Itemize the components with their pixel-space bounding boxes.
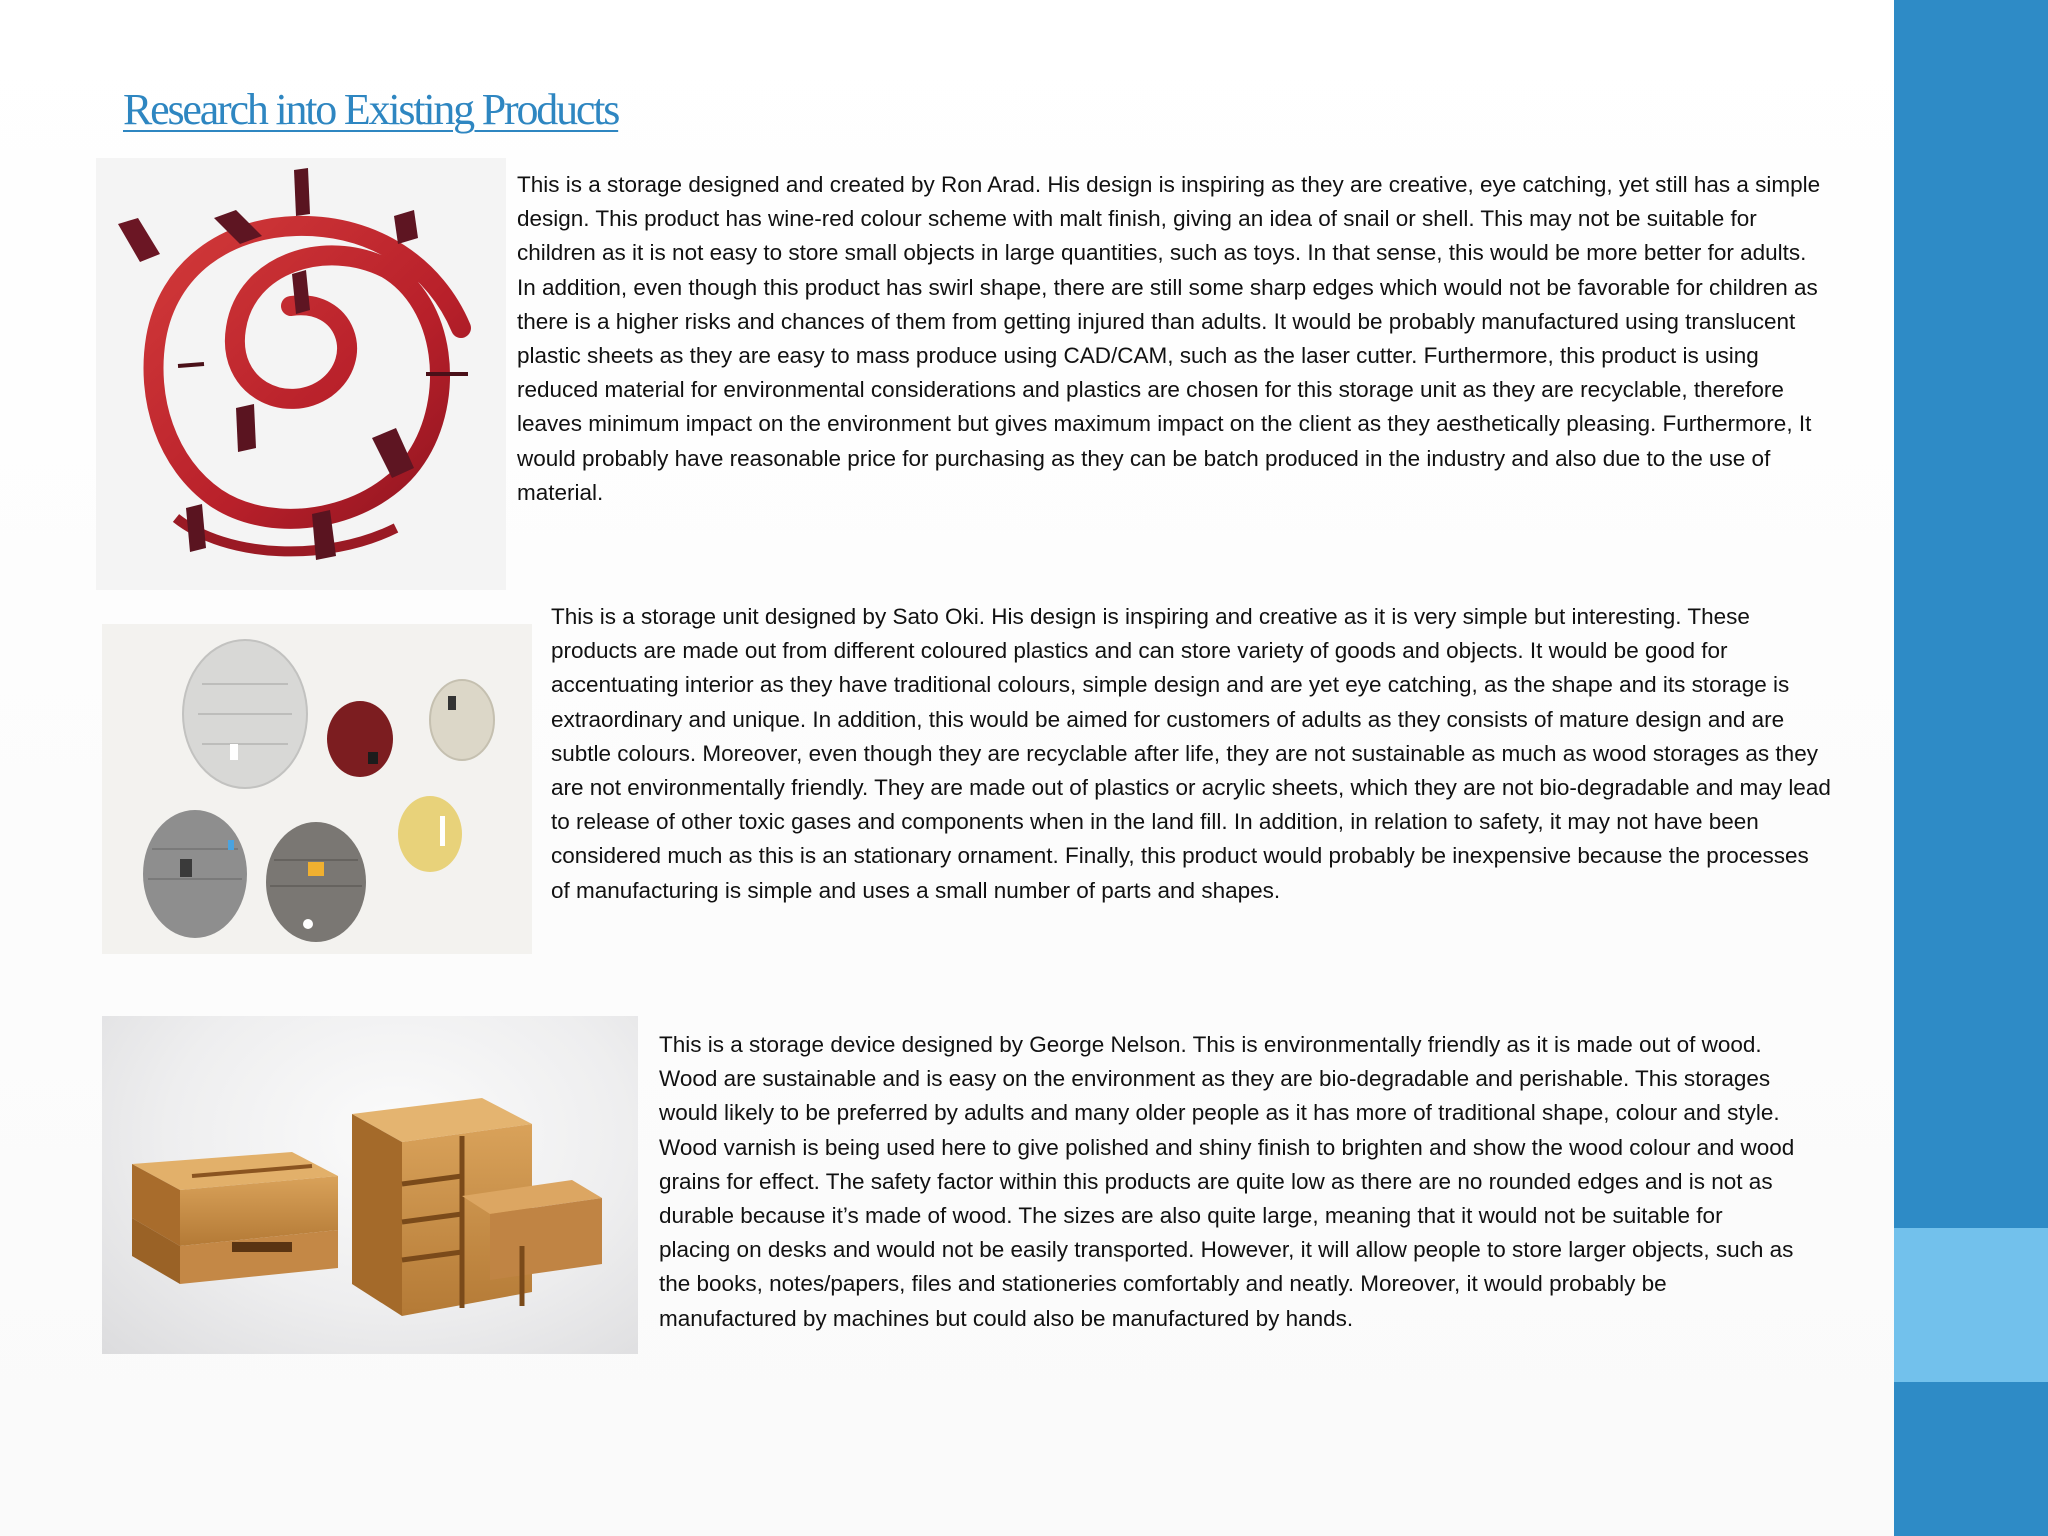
spiral-bookshelf-photo bbox=[96, 158, 506, 590]
wooden-desk-organizer-photo bbox=[102, 1016, 638, 1354]
oval-wall-storage-photo bbox=[102, 624, 532, 954]
slide-title: Research into Existing Products bbox=[123, 85, 619, 134]
product-description-george-nelson: This is a storage device designed by George Nelson. This is environmentally friendly as it is made out of wood. Wood are sustainable and is easy on the environment as they are bio-degradable and perishable. This storages would likely to be preferred by adults and many older people as it has more of traditional shape, colour and style. Wood varnish is being used here to give polished and shiny finish to brighten and show the wood colour and wood grains for effect. The safety factor within this products are quite low as there are no rounded edges and is not as durable because it’s made of wood. The sizes are also quite large, meaning that it would not be suitable for placing on desks and would not be easily transported. However, it will allow people to store larger objects, such as the books, notes/papers, files and stationeries comfortably and neatly. Moreover, it would probably be manufactured by machines but could also be manufactured by hands. bbox=[659, 1032, 1795, 1331]
product-description-ron-arad: This is a storage designed and created by Ron Arad. His design is inspiring as they are creative, eye catching, yet still has a simple design. This product has wine-red colour scheme with malt finish, giving an idea of snail or shell. This may not be suitable for children as it is not easy to store small objects in large quantities, such as toys. In that sense, this would be more better for adults. In addition, even though this product has swirl shape, there are still some sharp edges which would not be favorable for children as there is a higher risks and chances of them from getting injured than adults. It would be probably manufactured using translucent plastic sheets as they are easy to mass produce using CAD/CAM, such as the laser cutter. Furthermore, this product is using reduced material for environmental considerations and plastics are chosen for this storage unit as they are recyclable, therefore leaves minimum impact on the environment but gives maximum impact on the client as they aesthetically pleasing. Furthermore, It would probably have reasonable price for purchasing as they can be batch produced in the industry and also due to the use of material. bbox=[517, 172, 1821, 505]
product-description-sato-oki: This is a storage unit designed by Sato Oki. His design is inspiring and creative as it is very simple but interesting. These products are made out from different coloured plastics and can store variety of goods and objects. It would be good for accentuating interior as they have traditional colours, simple design and are yet eye catching, as the shape and its storage is extraordinary and unique. In addition, this would be aimed for customers of adults as they consists of mature design and are subtle colours. Moreover, even though they are recyclable after life, they are not sustainable as much as wood storages as they are not environmentally friendly. They are made out of plastics or acrylic sheets, which they are not bio-degradable and may lead to release of other toxic gases and components when in the land fill. In addition, in relation to safety, it may not have been considered much as this is an stationary ornament. Finally, this product would probably be inexpensive because the processes of manufacturing is simple and uses a small number of parts and shapes. bbox=[551, 604, 1831, 903]
sidebar-accent-block bbox=[1894, 1228, 2048, 1382]
